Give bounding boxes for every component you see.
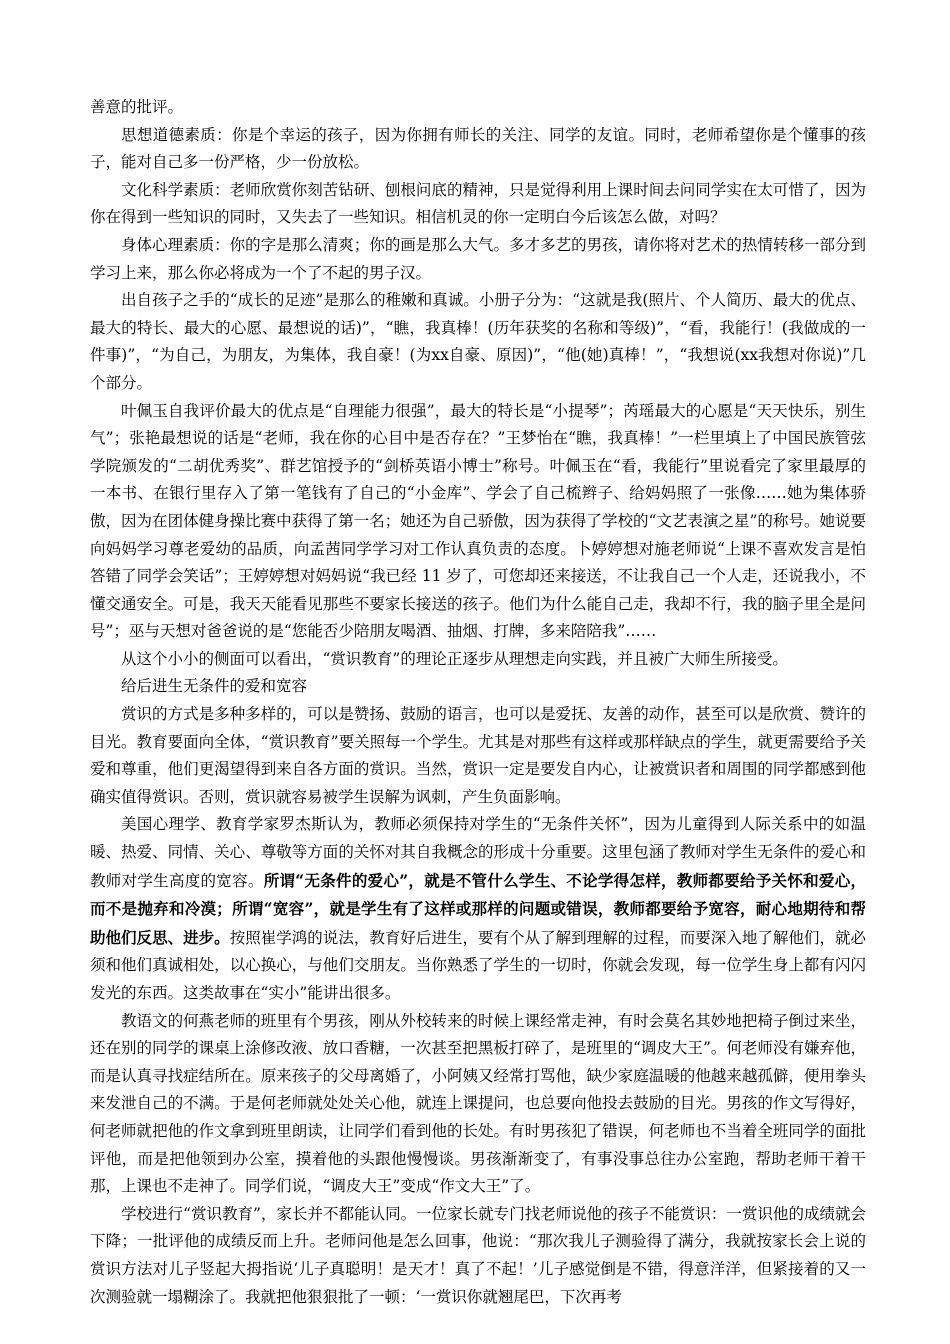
- paragraph-moral-quality: 思想道德素质：你是个幸运的孩子，因为你拥有师长的关注、同学的友谊。同时，老师希望你是个懂事的孩子，能对自己多一份严格，少一份放松。: [90, 125, 866, 172]
- paragraph-rogers-intro: 美国心理学、教育学家罗杰斯认为，教师必须保持对学生的“无条件关怀”，因为儿童得到人际关系中的如温暖、热爱、同情、关心、尊敬等方面的关怀对其自我概念的形成十分重要。这里包涵了教师对学生无条件的爱心和教师对学生高度的宽容。: [90, 815, 866, 890]
- paragraph-parent-story: 学校进行“赏识教育”，家长并不都能认同。一位家长就专门找老师说他的孩子不能赏识：一赏识他的成绩就会下降；一批评他的成绩反而上升。老师问他是怎么回事，他说：“那次我儿子测验得了满分，我就按家长会上说的赏识方法对儿子竖起大拇指说‘儿子真聪明！是天才！真了不起！’儿子感觉倒是不错，得意洋洋，但紧接着的又一次测验就一塌糊涂了。我就把他狠狠批了一顿：‘一赏识你就翘尾巴，下次再考: [90, 1204, 866, 1306]
- document-page: [90, 94, 866, 1311]
- paragraph-student-examples: 叶佩玉自我评价最大的优点是“自理能力很强”，最大的特长是“小提琴”；芮瑶最大的心愿是“天天快乐，别生气”；张艳最想说的话是“老师，我在你的心目中是否存在？”王梦怡在“瞧，我真棒！”一栏里填上了中国民族管弦学院颁发的“二胡优秀奖”、群艺馆授予的“剑桥英语小博士”称号。叶佩玉在“看，我能行”里说看完了家里最厚的一本书、在银行里存入了第一笔钱有了自己的“小金库”、学会了自己梳辫子、给妈妈照了一张像……她为集体骄傲，因为在团体健身操比赛中获得了第一名；她还为自己骄傲，因为获得了学校的“文艺表演之星”的称号。她说要向妈妈学习尊老爱幼的品质，向孟茜同学学习对工作认真负责的态度。卜婷婷想对施老师说“上课不喜欢发言是怕答错了同学会笑话”；王婷婷想对妈妈说“我已经 11 岁了，可您却还来接送，不让我自己一个人走，还说我小，不懂交通安全。可是，我天天能看见那些不要家长接送的孩子。他们为什么能自己走，我却不行，我的脑子里全是问号”；巫与天想对爸爸说的是“您能否少陪朋友喝酒、抽烟、打牌，多来陪陪我”……: [90, 401, 866, 641]
- paragraph-rogers-rest: 按照崔学鸿的说法，教育好后进生，要有个从了解到理解的过程，而要深入地了解他们，就必须和他们真诚相处，以心换心，与他们交朋友。当你熟悉了学生的一切时，你就会发现，每一位学生身上都有闪闪发光的东西。这类故事在“实小”能讲出很多。: [90, 928, 866, 1002]
- paragraph-he-yan-story: 教语文的何燕老师的班里有个男孩，刚从外校转来的时候上课经常走神，有时会莫名其妙地把椅子倒过来坐，还在别的同学的课桌上涂修改液、放口香糖，一次甚至把黑板打碎了，是班里的“调皮大王”。何老师没有嫌弃他，而是认真寻找症结所在。原来孩子的父母离婚了，小阿姨又经常打骂他，缺少家庭温暖的他越来越孤僻，便用拳头来发泄自己的不满。于是何老师就处处关心他，就连上课提问，也总要向他投去鼓励的目光。男孩的作文写得好，何老师就把他的作文拿到班里朗读，让同学们看到他的长处。有时男孩犯了错误，何老师也不当着全班同学的面批评他，而是把他领到办公室，摸着他的头跟他慢慢谈。男孩渐渐变了，有事没事总往办公室跑，帮助老师干着干那，上课也不走神了。同学们说，“调皮大王”变成“作文大王”了。: [90, 1011, 866, 1196]
- paragraph-conclusion: 从这个小小的侧面可以看出，“赏识教育”的理论正逐步从理想走向实践，并且被广大师生所接受。: [121, 649, 788, 668]
- paragraph-science-quality: 文化科学素质：老师欣赏你刻苦钻研、刨根问底的精神，只是觉得利用上课时间去问同学实在太可惜了，因为你在得到一些知识的同时，又失去了一些知识。相信机灵的你一定明白今后该怎么做，对吗？: [90, 180, 866, 227]
- paragraph-physical-quality: 身体心理素质：你的字是那么清爽；你的画是那么大气。多才多艺的男孩，请你将对艺术的热情转移一部分到学习上来，那么你必将成为一个了不起的男子汉。: [90, 235, 866, 282]
- paragraph-appreciation-methods: 赏识的方式是多种多样的，可以是赞扬、鼓励的语言，也可以是爱抚、友善的动作，甚至可以是欣赏、赞许的目光。教育要面向全体，“赏识教育”要关照每一个学生。尤其是对那些有这样或那样缺点的学生，就更需要给予关爱和尊重，他们更渴望得到来自各方面的赏识。当然，赏识一定是要发自内心，让被赏识者和周围的同学都感到他确实值得赏识。否则，赏识就容易被学生误解为讽刺，产生负面影响。: [90, 705, 866, 806]
- paragraph-1: 善意的批评。: [90, 98, 184, 116]
- section-heading: 给后进生无条件的爱和宽容: [121, 677, 308, 696]
- paragraph-rogers: [90, 811, 866, 1007]
- paragraph-rogers-emphasis: 所谓“无条件的爱心”，就是不管什么学生、不论学得怎样，教师都要给予关怀和爱心，而不是抛弃和冷漠；所谓“宽容”，就是学生有了这样或那样的问题或错误，教师都要给予宽容，耐心地期待和帮助他们反思、进步。: [90, 870, 866, 947]
- paragraph-growth-footprints: 出自孩子之手的“成长的足迹”是那么的稚嫩和真诚。小册子分为：“这就是我(照片、个人简历、最大的优点、最大的特长、最大的心愿、最想说的话)”，“瞧，我真棒！(历年获奖的名称和等级)”，“看，我能行！(我做成的一件事)”，“为自己，为朋友，为集体，我自豪！(为xx自豪、原因)”，“他(她)真棒！”，“我想说(xx我想对你说)”几个部分。: [90, 291, 866, 392]
